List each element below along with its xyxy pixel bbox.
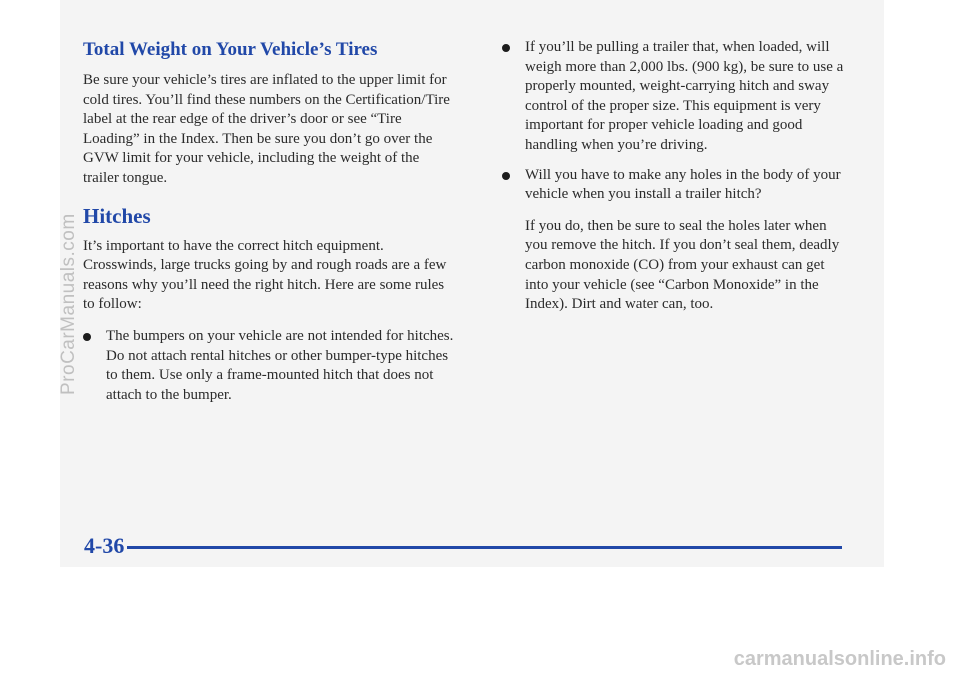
paragraph-seal-holes: If you do, then be sure to seal the holes later when you remove the hitch. If you don’t seal them, deadly carbon monoxide (CO) from your exhaust can get into your vehicle (see “Carbon Monoxide” in the Index). Dirt and water can, too. (525, 217, 840, 313)
left-column (83, 38, 455, 405)
bullet-dot-icon (502, 44, 510, 52)
page-number: 4-36 (84, 533, 125, 558)
bullet-item-holes (502, 166, 848, 205)
footer-rule (127, 546, 842, 549)
watermark-bottom: carmanualsonline.info (733, 648, 946, 670)
paragraph-hitches: It’s important to have the correct hitch equipment. Crosswinds, large trucks going by and rough roads are a few reasons why you’ll need the right hitch. Here are some rules to follow: (83, 237, 447, 313)
bullet-text: The bumpers on your vehicle are not intended for hitches. Do not attach rental hitches or other bumper-type hitches to them. Use only a frame-mounted hitch that does not attach to the bumper. (106, 327, 454, 403)
watermark-side: ProCarManuals.com (58, 213, 79, 395)
bullet-text: If you’ll be pulling a trailer that, when loaded, will weigh more than 2,000 lbs. (900 kg), be sure to use a properly mounted, weight-carrying hitch and sway control of the proper size. This equipment is very important for proper vehicle loading and good handling when you’re driving. (525, 39, 844, 153)
bullet-dot-icon (83, 333, 91, 341)
heading-total-weight: Total Weight on Your Vehicle’s Tires (83, 39, 378, 60)
bullet-item-trailer-weight (502, 38, 848, 156)
bullet-text: Will you have to make any holes in the body of your vehicle when you install a trailer hitch? (525, 166, 841, 203)
right-column (502, 38, 848, 315)
paragraph-total-weight: Be sure your vehicle’s tires are inflated to the upper limit for cold tires. You’ll find these numbers on the Certification/Tire label at the rear edge of the driver’s door or see “Tire Loading” in the Index. Then be sure you don’t go over the GVW limit for your vehicle, including the weight of the trailer tongue. (83, 72, 450, 186)
bullet-dot-icon (502, 172, 510, 180)
heading-hitches: Hitches (83, 203, 151, 228)
bullet-item-bumpers (83, 327, 455, 405)
